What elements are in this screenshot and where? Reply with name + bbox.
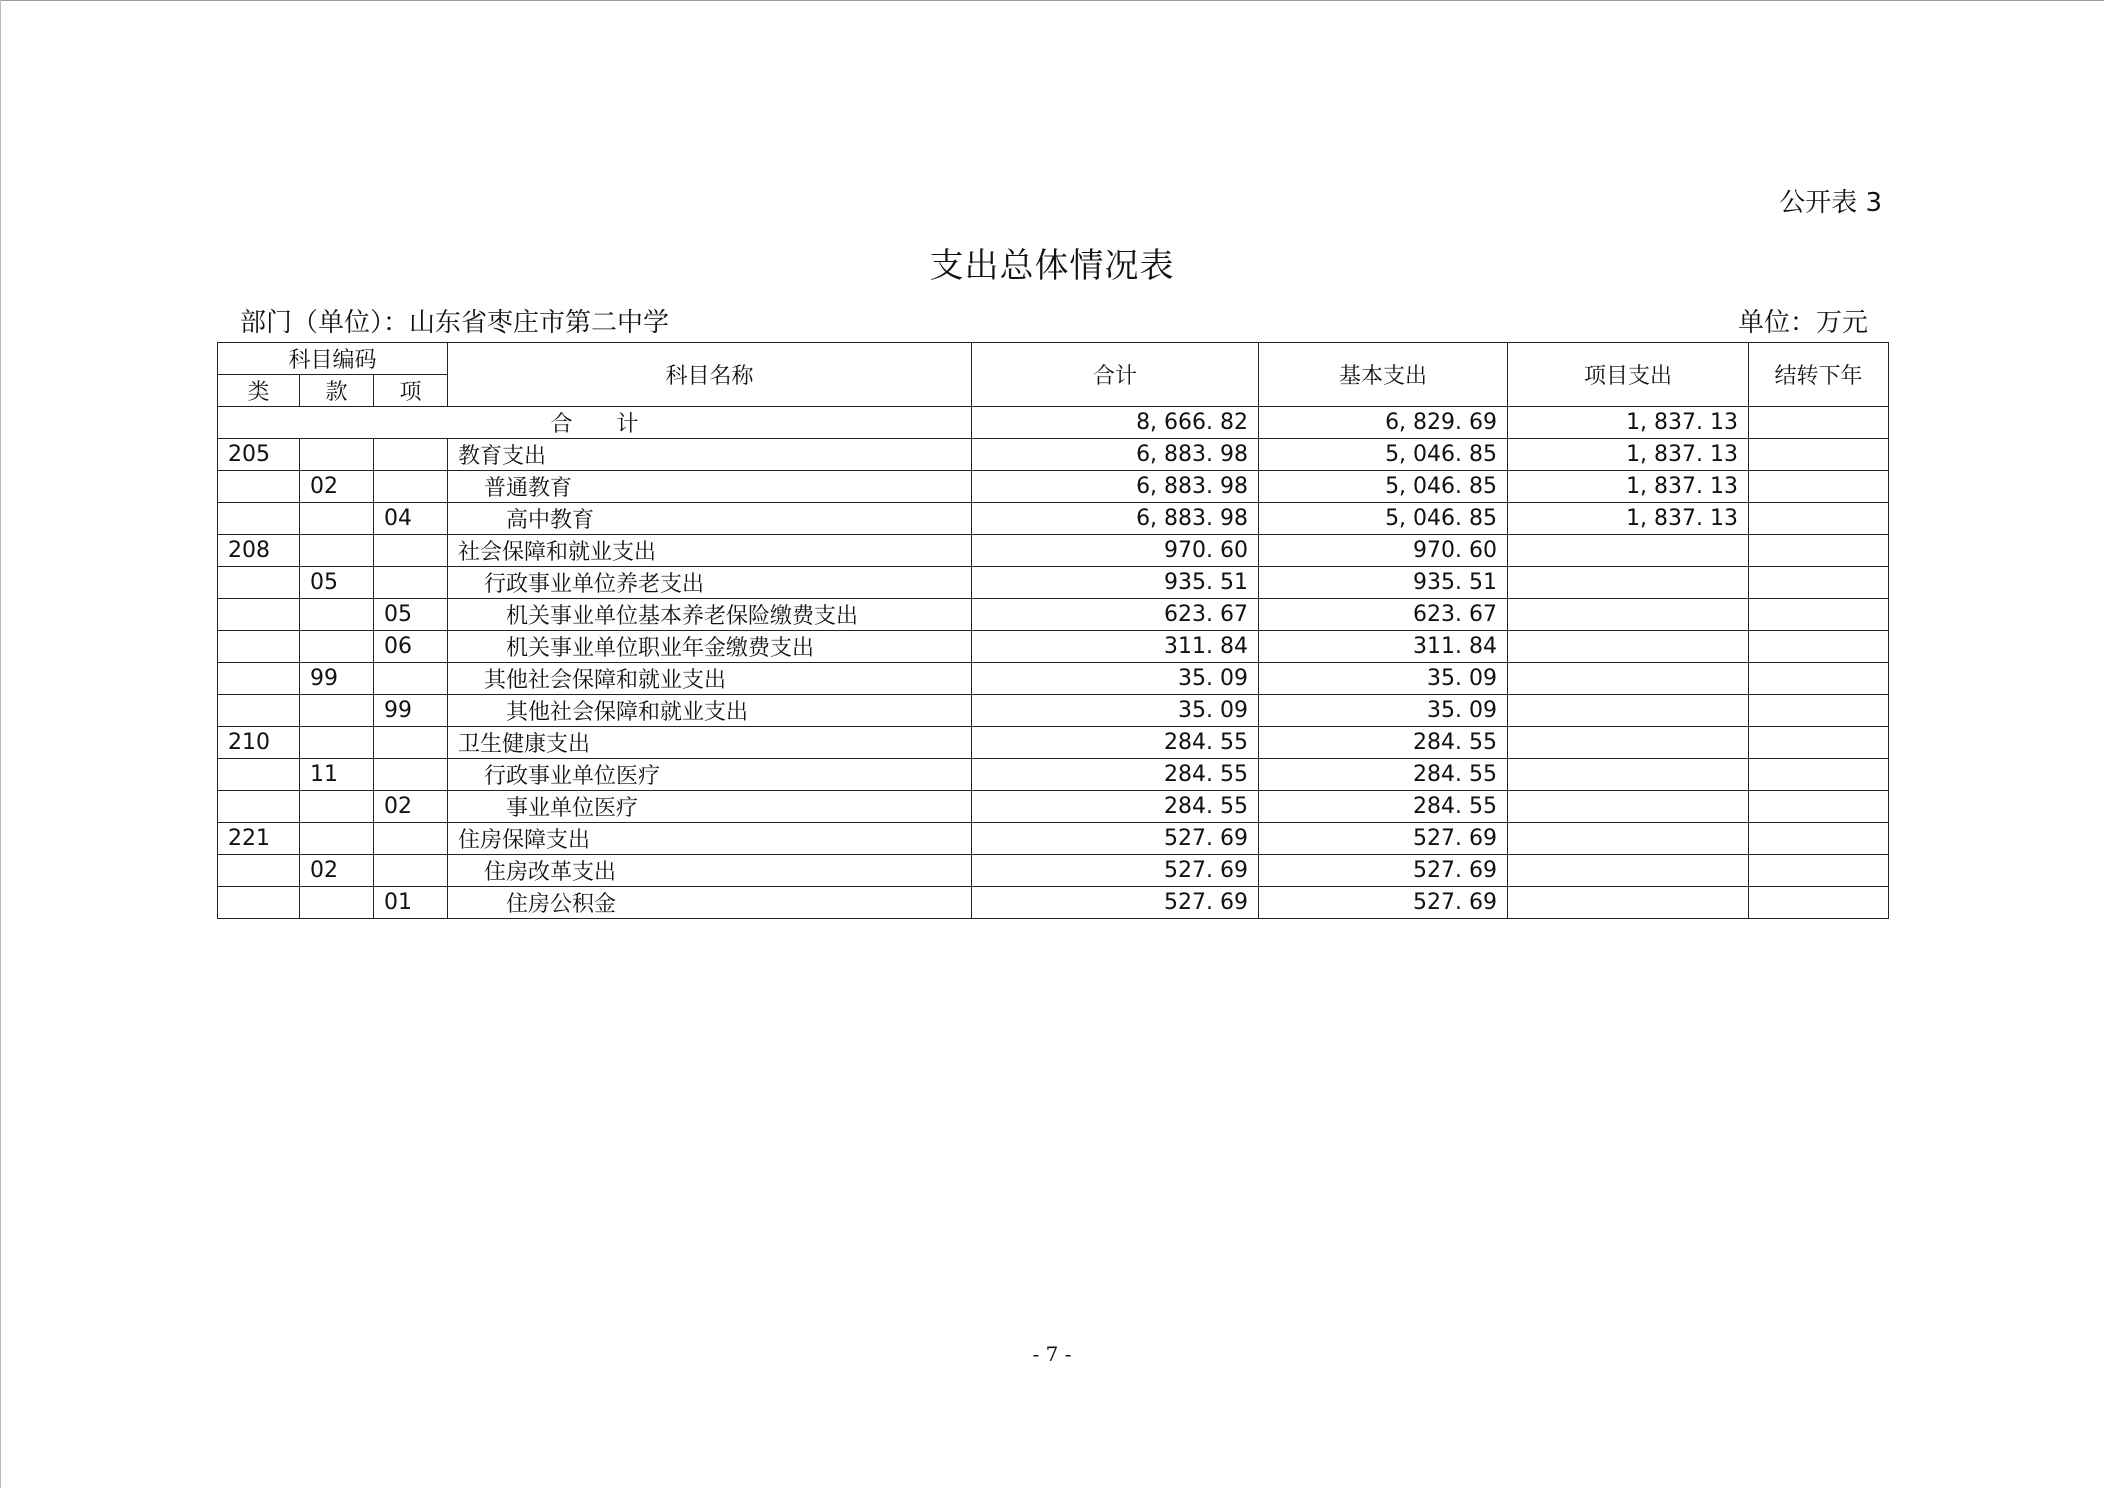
- cell-lei: [218, 567, 300, 599]
- cell-project: [1508, 855, 1749, 887]
- header-lei: 类: [218, 375, 300, 407]
- cell-project: [1508, 599, 1749, 631]
- cell-basic: 35. 09: [1259, 695, 1508, 727]
- table-row: [218, 887, 1889, 919]
- cell-name: 行政事业单位医疗: [448, 759, 972, 791]
- cell-total: 6, 883. 98: [972, 439, 1259, 471]
- table-row: [218, 471, 1889, 503]
- cell-xiang: 06: [374, 631, 448, 663]
- table-row: [218, 791, 1889, 823]
- cell-basic: 527. 69: [1259, 887, 1508, 919]
- cell-project: 1, 837. 13: [1508, 471, 1749, 503]
- cell-lei: [218, 503, 300, 535]
- cell-carry: [1749, 727, 1889, 759]
- cell-xiang: 01: [374, 887, 448, 919]
- cell-kuan: [300, 727, 374, 759]
- cell-total: 6, 883. 98: [972, 471, 1259, 503]
- cell-name: 住房保障支出: [448, 823, 972, 855]
- cell-total: 970. 60: [972, 535, 1259, 567]
- header-carry: 结转下年: [1749, 343, 1889, 407]
- cell-carry: [1749, 599, 1889, 631]
- cell-carry: [1749, 759, 1889, 791]
- header-total: 合计: [972, 343, 1259, 407]
- cell-kuan: [300, 695, 374, 727]
- cell-total: 35. 09: [972, 663, 1259, 695]
- cell-name: 事业单位医疗: [448, 791, 972, 823]
- cell-lei: 210: [218, 727, 300, 759]
- table-row: [218, 727, 1889, 759]
- expense-table: [217, 342, 1889, 919]
- total-basic: 6, 829. 69: [1259, 407, 1508, 439]
- cell-carry: [1749, 631, 1889, 663]
- cell-kuan: [300, 823, 374, 855]
- cell-lei: [218, 599, 300, 631]
- cell-lei: 221: [218, 823, 300, 855]
- cell-carry: [1749, 791, 1889, 823]
- table-row: [218, 663, 1889, 695]
- cell-xiang: [374, 471, 448, 503]
- header-kuan: 款: [300, 375, 374, 407]
- unit-label: 单位：万元: [1737, 308, 1868, 338]
- cell-total: 623. 67: [972, 599, 1259, 631]
- cell-carry: [1749, 503, 1889, 535]
- cell-name: 教育支出: [448, 439, 972, 471]
- header-name: 科目名称: [448, 343, 972, 407]
- cell-name: 高中教育: [448, 503, 972, 535]
- cell-xiang: [374, 727, 448, 759]
- table-row: [218, 599, 1889, 631]
- cell-kuan: 02: [300, 471, 374, 503]
- table-row: [218, 759, 1889, 791]
- cell-project: [1508, 695, 1749, 727]
- page-top-rule: [0, 0, 2104, 1]
- cell-xiang: [374, 567, 448, 599]
- page-left-rule: [0, 0, 1, 1488]
- table-row: [218, 855, 1889, 887]
- cell-lei: [218, 791, 300, 823]
- cell-project: 1, 837. 13: [1508, 439, 1749, 471]
- table-row: [218, 823, 1889, 855]
- cell-lei: [218, 887, 300, 919]
- header-basic: 基本支出: [1259, 343, 1508, 407]
- total-carry: [1749, 407, 1889, 439]
- cell-project: [1508, 631, 1749, 663]
- cell-total: 6, 883. 98: [972, 503, 1259, 535]
- cell-basic: 527. 69: [1259, 855, 1508, 887]
- cell-kuan: 99: [300, 663, 374, 695]
- cell-basic: 284. 55: [1259, 759, 1508, 791]
- cell-total: 284. 55: [972, 759, 1259, 791]
- cell-kuan: 02: [300, 855, 374, 887]
- header-row-1: [218, 343, 1889, 375]
- cell-carry: [1749, 439, 1889, 471]
- cell-xiang: 02: [374, 791, 448, 823]
- cell-total: 284. 55: [972, 791, 1259, 823]
- cell-kuan: [300, 599, 374, 631]
- cell-project: [1508, 663, 1749, 695]
- cell-kuan: [300, 631, 374, 663]
- cell-basic: 311. 84: [1259, 631, 1508, 663]
- table-row: [218, 535, 1889, 567]
- cell-xiang: [374, 439, 448, 471]
- cell-name: 机关事业单位基本养老保险缴费支出: [448, 599, 972, 631]
- cell-basic: 284. 55: [1259, 727, 1508, 759]
- total-project: 1, 837. 13: [1508, 407, 1749, 439]
- cell-project: [1508, 759, 1749, 791]
- cell-basic: 5, 046. 85: [1259, 471, 1508, 503]
- header-project: 项目支出: [1508, 343, 1749, 407]
- cell-basic: 935. 51: [1259, 567, 1508, 599]
- cell-xiang: 04: [374, 503, 448, 535]
- total-row: [218, 407, 1889, 439]
- cell-xiang: [374, 663, 448, 695]
- cell-lei: [218, 695, 300, 727]
- cell-name: 其他社会保障和就业支出: [448, 695, 972, 727]
- cell-basic: 527. 69: [1259, 823, 1508, 855]
- cell-lei: [218, 759, 300, 791]
- cell-lei: 205: [218, 439, 300, 471]
- cell-xiang: [374, 823, 448, 855]
- cell-lei: [218, 631, 300, 663]
- cell-kuan: [300, 887, 374, 919]
- cell-carry: [1749, 695, 1889, 727]
- cell-project: [1508, 567, 1749, 599]
- cell-project: [1508, 823, 1749, 855]
- cell-total: 527. 69: [972, 855, 1259, 887]
- cell-lei: [218, 855, 300, 887]
- cell-name: 行政事业单位养老支出: [448, 567, 972, 599]
- cell-name: 机关事业单位职业年金缴费支出: [448, 631, 972, 663]
- cell-total: 311. 84: [972, 631, 1259, 663]
- cell-basic: 5, 046. 85: [1259, 503, 1508, 535]
- cell-project: [1508, 727, 1749, 759]
- cell-kuan: [300, 439, 374, 471]
- cell-project: 1, 837. 13: [1508, 503, 1749, 535]
- table-row: [218, 503, 1889, 535]
- cell-kuan: [300, 791, 374, 823]
- cell-lei: 208: [218, 535, 300, 567]
- table-row: [218, 631, 1889, 663]
- cell-basic: 5, 046. 85: [1259, 439, 1508, 471]
- cell-basic: 35. 09: [1259, 663, 1508, 695]
- cell-carry: [1749, 663, 1889, 695]
- table-row: [218, 695, 1889, 727]
- cell-xiang: 99: [374, 695, 448, 727]
- cell-carry: [1749, 471, 1889, 503]
- cell-total: 284. 55: [972, 727, 1259, 759]
- cell-kuan: [300, 503, 374, 535]
- cell-carry: [1749, 823, 1889, 855]
- cell-carry: [1749, 535, 1889, 567]
- table-row: [218, 439, 1889, 471]
- cell-name: 卫生健康支出: [448, 727, 972, 759]
- cell-project: [1508, 887, 1749, 919]
- header-code-group: 科目编码: [218, 343, 448, 375]
- cell-xiang: [374, 855, 448, 887]
- cell-basic: 284. 55: [1259, 791, 1508, 823]
- cell-name: 住房公积金: [448, 887, 972, 919]
- cell-lei: [218, 471, 300, 503]
- cell-total: 527. 69: [972, 887, 1259, 919]
- cell-total: 935. 51: [972, 567, 1259, 599]
- total-amount: 8, 666. 82: [972, 407, 1259, 439]
- table-row: [218, 567, 1889, 599]
- cell-basic: 970. 60: [1259, 535, 1508, 567]
- cell-name: 其他社会保障和就业支出: [448, 663, 972, 695]
- page-title: 支出总体情况表: [929, 246, 1175, 286]
- cell-lei: [218, 663, 300, 695]
- cell-carry: [1749, 567, 1889, 599]
- cell-name: 住房改革支出: [448, 855, 972, 887]
- page-number: - 7 -: [1032, 1342, 1072, 1366]
- cell-carry: [1749, 855, 1889, 887]
- cell-xiang: [374, 759, 448, 791]
- cell-name: 普通教育: [448, 471, 972, 503]
- cell-total: 527. 69: [972, 823, 1259, 855]
- cell-kuan: 11: [300, 759, 374, 791]
- cell-name: 社会保障和就业支出: [448, 535, 972, 567]
- cell-project: [1508, 791, 1749, 823]
- cell-basic: 623. 67: [1259, 599, 1508, 631]
- cell-xiang: [374, 535, 448, 567]
- cell-kuan: 05: [300, 567, 374, 599]
- cell-kuan: [300, 535, 374, 567]
- cell-total: 35. 09: [972, 695, 1259, 727]
- cell-xiang: 05: [374, 599, 448, 631]
- header-xiang: 项: [374, 375, 448, 407]
- department-label: 部门（单位）：山东省枣庄市第二中学: [240, 308, 670, 338]
- document-label: 公开表 3: [1779, 188, 1882, 218]
- total-label: 合 计: [218, 407, 972, 439]
- cell-project: [1508, 535, 1749, 567]
- cell-carry: [1749, 887, 1889, 919]
